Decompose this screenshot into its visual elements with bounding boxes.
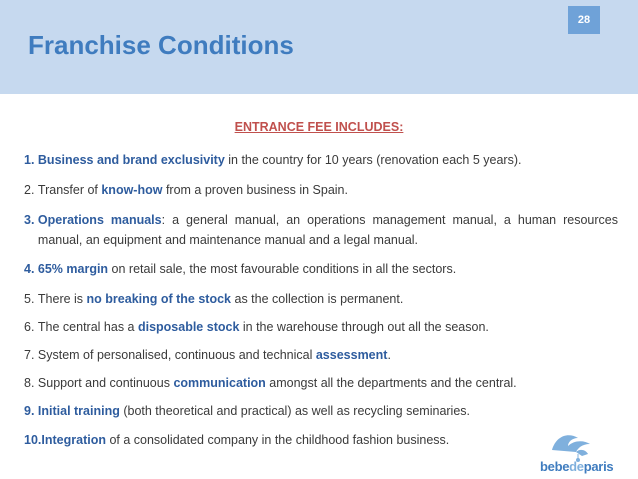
list-item xyxy=(24,345,618,365)
list-item xyxy=(24,259,618,279)
emphasis-text: know-how xyxy=(101,183,163,197)
brand-logo xyxy=(540,459,613,474)
list-item xyxy=(24,210,618,250)
section-heading: ENTRANCE FEE INCLUDES: xyxy=(234,120,404,134)
page-number-badge: 28 xyxy=(568,6,600,34)
emphasis-text: assessment xyxy=(315,348,388,362)
item-text xyxy=(38,373,618,393)
item-number: 9. xyxy=(24,404,38,418)
body-text: Support and continuous xyxy=(37,376,174,390)
item-number: 6. xyxy=(24,320,38,334)
body-text: System of personalised, continuous and technical xyxy=(37,348,316,362)
logo-text-2: de xyxy=(569,459,584,474)
logo-text-1: bebe xyxy=(540,459,570,474)
item-number: 7. xyxy=(24,348,38,362)
list-item xyxy=(24,401,618,421)
body-text: Transfer of xyxy=(37,183,102,197)
item-text xyxy=(41,430,618,450)
body-text: . xyxy=(387,348,391,362)
list-item xyxy=(24,373,618,393)
emphasis-text: Integration xyxy=(41,433,106,447)
page-title: Franchise Conditions xyxy=(28,30,294,60)
logo-text-3: paris xyxy=(583,459,614,474)
emphasis-text: Business and brand exclusivity xyxy=(37,153,225,167)
item-text xyxy=(38,345,618,365)
emphasis-text: disposable stock xyxy=(137,320,240,334)
body-text: (both theoretical and practical) as well as recycling seminaries. xyxy=(119,404,471,418)
body-text: of a consolidated company in the childhood fashion business. xyxy=(105,433,450,447)
item-text xyxy=(38,317,618,337)
item-text xyxy=(38,180,618,200)
item-number: 5. xyxy=(24,292,38,306)
item-text xyxy=(38,401,618,421)
body-text: amongst all the departments and the central. xyxy=(265,376,517,390)
item-number: 8. xyxy=(24,376,38,390)
emphasis-text: Operations manuals xyxy=(37,213,162,227)
item-number: 10. xyxy=(24,433,42,447)
body-text: as the collection is permanent. xyxy=(231,292,404,306)
body-text: : a general manual, an operations management manual, a human resources manual, an equipment and maintenance manual and a legal manual. xyxy=(37,213,618,247)
item-number: 4. xyxy=(24,262,38,276)
body-text: There is xyxy=(37,292,87,306)
list-item xyxy=(24,317,618,337)
item-text xyxy=(38,150,618,170)
slide-header xyxy=(0,0,638,94)
item-number: 3. xyxy=(24,213,38,227)
item-number: 1. xyxy=(24,153,38,167)
emphasis-text: Initial training xyxy=(37,404,120,418)
emphasis-text: communication xyxy=(173,376,266,390)
body-text: The central has a xyxy=(37,320,138,334)
body-text: on retail sale, the most favourable conditions in all the sectors. xyxy=(108,262,457,276)
item-text xyxy=(38,289,618,309)
emphasis-text: no breaking of the stock xyxy=(86,292,232,306)
item-text xyxy=(38,259,618,279)
item-number: 2. xyxy=(24,183,38,197)
body-text: in the country for 10 years (renovation each 5 years). xyxy=(224,153,522,167)
list-item xyxy=(24,150,618,170)
body-text: from a proven business in Spain. xyxy=(162,183,348,197)
emphasis-text: 65% margin xyxy=(37,262,109,276)
list-item xyxy=(24,430,618,450)
list-item xyxy=(24,289,618,309)
list-item xyxy=(24,180,618,200)
item-text xyxy=(38,210,618,250)
body-text: in the warehouse through out all the season. xyxy=(239,320,489,334)
